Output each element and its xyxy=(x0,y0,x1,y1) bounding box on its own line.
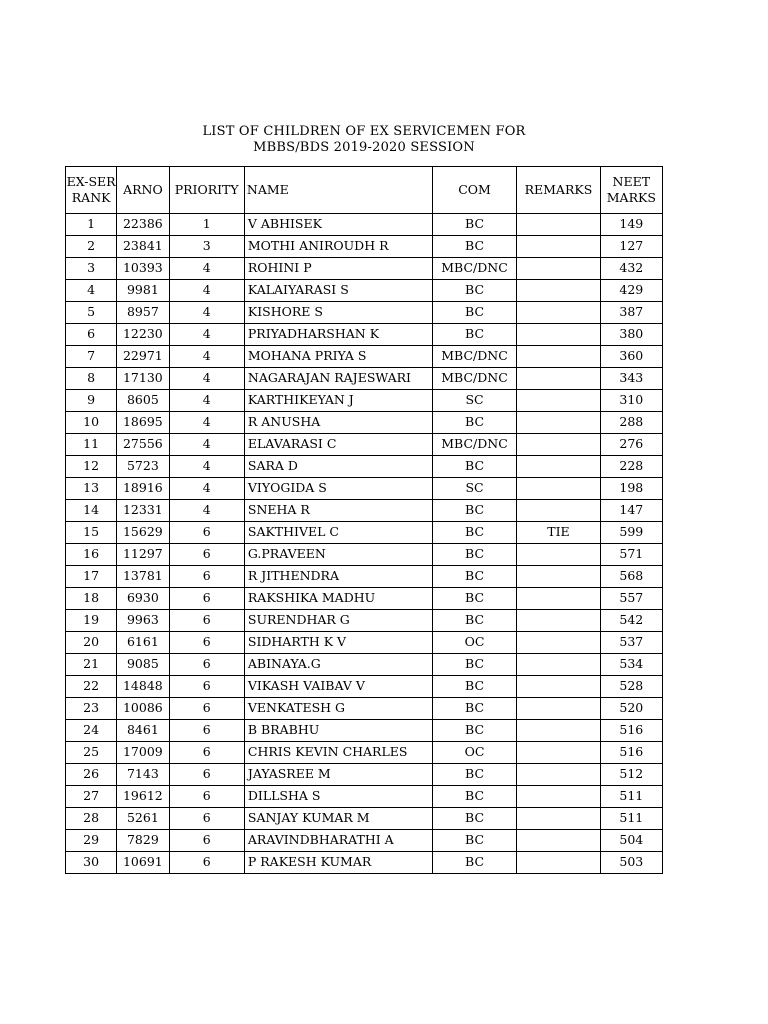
cell-rank: 10 xyxy=(66,412,117,434)
cell-com: BC xyxy=(432,720,516,742)
cell-remarks xyxy=(517,654,600,676)
cell-rank: 13 xyxy=(66,478,117,500)
cell-arno: 23841 xyxy=(117,236,169,258)
cell-neet-marks: 528 xyxy=(600,676,662,698)
cell-remarks xyxy=(517,786,600,808)
cell-com: MBC/DNC xyxy=(432,368,516,390)
cell-remarks xyxy=(517,368,600,390)
cell-com: BC xyxy=(432,764,516,786)
cell-rank: 3 xyxy=(66,258,117,280)
cell-arno: 8461 xyxy=(117,720,169,742)
cell-com: MBC/DNC xyxy=(432,434,516,456)
cell-neet-marks: 504 xyxy=(600,830,662,852)
cell-com: SC xyxy=(432,390,516,412)
cell-name: ABINAYA.G xyxy=(244,654,432,676)
cell-rank: 19 xyxy=(66,610,117,632)
cell-neet-marks: 599 xyxy=(600,522,662,544)
cell-rank: 4 xyxy=(66,280,117,302)
cell-remarks xyxy=(517,742,600,764)
cell-rank: 28 xyxy=(66,808,117,830)
table-row xyxy=(66,676,663,698)
cell-arno: 8605 xyxy=(117,390,169,412)
cell-rank: 17 xyxy=(66,566,117,588)
cell-remarks xyxy=(517,852,600,874)
cell-com: BC xyxy=(432,830,516,852)
table-row xyxy=(66,566,663,588)
cell-neet-marks: 571 xyxy=(600,544,662,566)
cell-priority: 6 xyxy=(169,852,244,874)
cell-arno: 9963 xyxy=(117,610,169,632)
cell-name: KALAIYARASI S xyxy=(244,280,432,302)
cell-neet-marks: 512 xyxy=(600,764,662,786)
cell-priority: 4 xyxy=(169,412,244,434)
table-row xyxy=(66,698,663,720)
cell-neet-marks: 516 xyxy=(600,720,662,742)
cell-arno: 9085 xyxy=(117,654,169,676)
cell-neet-marks: 147 xyxy=(600,500,662,522)
cell-priority: 4 xyxy=(169,280,244,302)
cell-name: KISHORE S xyxy=(244,302,432,324)
cell-rank: 26 xyxy=(66,764,117,786)
cell-remarks xyxy=(517,390,600,412)
cell-priority: 6 xyxy=(169,720,244,742)
table-row xyxy=(66,830,663,852)
cell-name: SNEHA R xyxy=(244,500,432,522)
cell-arno: 27556 xyxy=(117,434,169,456)
table-row xyxy=(66,654,663,676)
cell-remarks xyxy=(517,346,600,368)
cell-priority: 6 xyxy=(169,808,244,830)
cell-com: BC xyxy=(432,676,516,698)
cell-arno: 10691 xyxy=(117,852,169,874)
cell-name: P RAKESH KUMAR xyxy=(244,852,432,874)
cell-rank: 2 xyxy=(66,236,117,258)
cell-arno: 8957 xyxy=(117,302,169,324)
cell-remarks xyxy=(517,434,600,456)
cell-priority: 6 xyxy=(169,632,244,654)
cell-priority: 6 xyxy=(169,610,244,632)
cell-com: BC xyxy=(432,544,516,566)
cell-arno: 17130 xyxy=(117,368,169,390)
cell-arno: 11297 xyxy=(117,544,169,566)
cell-arno: 12230 xyxy=(117,324,169,346)
cell-rank: 16 xyxy=(66,544,117,566)
cell-arno: 22386 xyxy=(117,214,169,236)
cell-com: OC xyxy=(432,632,516,654)
cell-arno: 14848 xyxy=(117,676,169,698)
table-row xyxy=(66,632,663,654)
cell-arno: 5723 xyxy=(117,456,169,478)
cell-com: BC xyxy=(432,324,516,346)
cell-neet-marks: 198 xyxy=(600,478,662,500)
cell-priority: 6 xyxy=(169,786,244,808)
cell-name: VENKATESH G xyxy=(244,698,432,720)
cell-com: OC xyxy=(432,742,516,764)
cell-name: SANJAY KUMAR M xyxy=(244,808,432,830)
table-row xyxy=(66,390,663,412)
cell-com: BC xyxy=(432,588,516,610)
cell-name: NAGARAJAN RAJESWARI xyxy=(244,368,432,390)
cell-arno: 18916 xyxy=(117,478,169,500)
cell-rank: 15 xyxy=(66,522,117,544)
cell-arno: 13781 xyxy=(117,566,169,588)
cell-neet-marks: 429 xyxy=(600,280,662,302)
cell-neet-marks: 520 xyxy=(600,698,662,720)
cell-priority: 6 xyxy=(169,764,244,786)
cell-name: R ANUSHA xyxy=(244,412,432,434)
cell-com: BC xyxy=(432,500,516,522)
cell-com: MBC/DNC xyxy=(432,346,516,368)
cell-name: B BRABHU xyxy=(244,720,432,742)
cell-arno: 12331 xyxy=(117,500,169,522)
cell-priority: 4 xyxy=(169,390,244,412)
cell-name: ARAVINDBHARATHI A xyxy=(244,830,432,852)
cell-neet-marks: 557 xyxy=(600,588,662,610)
cell-com: SC xyxy=(432,478,516,500)
cell-arno: 10086 xyxy=(117,698,169,720)
table-row xyxy=(66,434,663,456)
cell-priority: 4 xyxy=(169,368,244,390)
cell-name: MOTHI ANIROUDH R xyxy=(244,236,432,258)
cell-remarks xyxy=(517,412,600,434)
table-row xyxy=(66,742,663,764)
cell-name: RAKSHIKA MADHU xyxy=(244,588,432,610)
table-row xyxy=(66,302,663,324)
cell-name: V ABHISEK xyxy=(244,214,432,236)
cell-rank: 22 xyxy=(66,676,117,698)
cell-neet-marks: 276 xyxy=(600,434,662,456)
cell-rank: 24 xyxy=(66,720,117,742)
cell-neet-marks: 537 xyxy=(600,632,662,654)
cell-priority: 4 xyxy=(169,258,244,280)
cell-arno: 22971 xyxy=(117,346,169,368)
document-title-line-1: LIST OF CHILDREN OF EX SERVICEMEN FOR xyxy=(202,124,526,139)
cell-name: JAYASREE M xyxy=(244,764,432,786)
table-row xyxy=(66,412,663,434)
cell-remarks xyxy=(517,324,600,346)
cell-name: SIDHARTH K V xyxy=(244,632,432,654)
cell-com: BC xyxy=(432,852,516,874)
cell-name: SURENDHAR G xyxy=(244,610,432,632)
cell-priority: 6 xyxy=(169,522,244,544)
cell-rank: 6 xyxy=(66,324,117,346)
cell-neet-marks: 503 xyxy=(600,852,662,874)
table-row xyxy=(66,280,663,302)
cell-remarks xyxy=(517,456,600,478)
cell-remarks xyxy=(517,214,600,236)
cell-remarks xyxy=(517,808,600,830)
cell-name: ROHINI P xyxy=(244,258,432,280)
cell-com: BC xyxy=(432,698,516,720)
cell-rank: 5 xyxy=(66,302,117,324)
cell-com: BC xyxy=(432,302,516,324)
cell-arno: 5261 xyxy=(117,808,169,830)
cell-com: BC xyxy=(432,456,516,478)
cell-name: SAKTHIVEL C xyxy=(244,522,432,544)
cell-priority: 4 xyxy=(169,500,244,522)
cell-priority: 6 xyxy=(169,654,244,676)
cell-arno: 6161 xyxy=(117,632,169,654)
cell-rank: 25 xyxy=(66,742,117,764)
cell-neet-marks: 432 xyxy=(600,258,662,280)
cell-arno: 19612 xyxy=(117,786,169,808)
cell-com: BC xyxy=(432,214,516,236)
cell-neet-marks: 534 xyxy=(600,654,662,676)
cell-priority: 6 xyxy=(169,566,244,588)
cell-rank: 23 xyxy=(66,698,117,720)
cell-priority: 6 xyxy=(169,742,244,764)
cell-priority: 1 xyxy=(169,214,244,236)
cell-arno: 10393 xyxy=(117,258,169,280)
document-title-line-2: MBBS/BDS 2019-2020 SESSION xyxy=(253,140,475,155)
cell-com: BC xyxy=(432,654,516,676)
cell-rank: 12 xyxy=(66,456,117,478)
cell-rank: 14 xyxy=(66,500,117,522)
table-row xyxy=(66,456,663,478)
table-row xyxy=(66,236,663,258)
cell-neet-marks: 380 xyxy=(600,324,662,346)
cell-neet-marks: 387 xyxy=(600,302,662,324)
cell-com: BC xyxy=(432,566,516,588)
cell-com: BC xyxy=(432,236,516,258)
cell-remarks xyxy=(517,566,600,588)
table-row xyxy=(66,500,663,522)
cell-neet-marks: 516 xyxy=(600,742,662,764)
cell-neet-marks: 511 xyxy=(600,786,662,808)
table-row xyxy=(66,720,663,742)
cell-priority: 4 xyxy=(169,302,244,324)
cell-rank: 9 xyxy=(66,390,117,412)
cell-remarks xyxy=(517,302,600,324)
cell-remarks xyxy=(517,500,600,522)
cell-com: BC xyxy=(432,412,516,434)
table-row xyxy=(66,258,663,280)
table-row xyxy=(66,786,663,808)
cell-remarks xyxy=(517,478,600,500)
cell-rank: 30 xyxy=(66,852,117,874)
table-row xyxy=(66,764,663,786)
cell-remarks xyxy=(517,632,600,654)
cell-name: R JITHENDRA xyxy=(244,566,432,588)
cell-arno: 7829 xyxy=(117,830,169,852)
col-header-name: NAME xyxy=(244,167,432,214)
col-header-priority: PRIORITY xyxy=(169,167,244,214)
ex-servicemen-children-table xyxy=(65,166,663,874)
cell-neet-marks: 127 xyxy=(600,236,662,258)
table-row xyxy=(66,324,663,346)
table-row xyxy=(66,214,663,236)
cell-remarks xyxy=(517,720,600,742)
cell-com: BC xyxy=(432,610,516,632)
table-header-row xyxy=(66,167,663,214)
cell-name: DILLSHA S xyxy=(244,786,432,808)
cell-remarks: TIE xyxy=(517,522,600,544)
table-row xyxy=(66,368,663,390)
cell-arno: 17009 xyxy=(117,742,169,764)
cell-arno: 9981 xyxy=(117,280,169,302)
col-header-remarks: REMARKS xyxy=(517,167,600,214)
cell-arno: 18695 xyxy=(117,412,169,434)
cell-priority: 6 xyxy=(169,588,244,610)
cell-priority: 6 xyxy=(169,676,244,698)
col-header-arno: ARNO xyxy=(117,167,169,214)
table-row xyxy=(66,588,663,610)
table-row xyxy=(66,808,663,830)
table-row xyxy=(66,610,663,632)
cell-name: G.PRAVEEN xyxy=(244,544,432,566)
cell-name: ELAVARASI C xyxy=(244,434,432,456)
cell-neet-marks: 343 xyxy=(600,368,662,390)
cell-remarks xyxy=(517,236,600,258)
col-header-com: COM xyxy=(432,167,516,214)
table-row xyxy=(66,346,663,368)
cell-rank: 7 xyxy=(66,346,117,368)
cell-name: PRIYADHARSHAN K xyxy=(244,324,432,346)
cell-com: BC xyxy=(432,808,516,830)
cell-name: SARA D xyxy=(244,456,432,478)
cell-priority: 4 xyxy=(169,346,244,368)
cell-remarks xyxy=(517,544,600,566)
cell-name: VIKASH VAIBAV V xyxy=(244,676,432,698)
cell-rank: 20 xyxy=(66,632,117,654)
cell-priority: 4 xyxy=(169,456,244,478)
cell-rank: 21 xyxy=(66,654,117,676)
cell-priority: 6 xyxy=(169,698,244,720)
cell-com: BC xyxy=(432,522,516,544)
cell-remarks xyxy=(517,610,600,632)
cell-neet-marks: 568 xyxy=(600,566,662,588)
cell-rank: 11 xyxy=(66,434,117,456)
cell-remarks xyxy=(517,764,600,786)
cell-priority: 4 xyxy=(169,434,244,456)
cell-com: BC xyxy=(432,280,516,302)
cell-com: BC xyxy=(432,786,516,808)
col-header-neet-marks: NEET MARKS xyxy=(600,167,662,214)
cell-name: MOHANA PRIYA S xyxy=(244,346,432,368)
cell-rank: 27 xyxy=(66,786,117,808)
cell-remarks xyxy=(517,698,600,720)
cell-rank: 29 xyxy=(66,830,117,852)
table-row xyxy=(66,544,663,566)
cell-priority: 6 xyxy=(169,544,244,566)
cell-neet-marks: 360 xyxy=(600,346,662,368)
cell-arno: 6930 xyxy=(117,588,169,610)
cell-neet-marks: 228 xyxy=(600,456,662,478)
cell-remarks xyxy=(517,830,600,852)
table-row xyxy=(66,852,663,874)
cell-neet-marks: 149 xyxy=(600,214,662,236)
cell-rank: 18 xyxy=(66,588,117,610)
cell-priority: 6 xyxy=(169,830,244,852)
cell-remarks xyxy=(517,258,600,280)
cell-priority: 4 xyxy=(169,324,244,346)
col-header-rank: EX-SER RANK xyxy=(66,167,117,214)
cell-neet-marks: 288 xyxy=(600,412,662,434)
cell-com: MBC/DNC xyxy=(432,258,516,280)
cell-arno: 7143 xyxy=(117,764,169,786)
cell-rank: 8 xyxy=(66,368,117,390)
cell-neet-marks: 511 xyxy=(600,808,662,830)
cell-name: VIYOGIDA S xyxy=(244,478,432,500)
table-body xyxy=(66,214,663,874)
table-row xyxy=(66,522,663,544)
cell-name: CHRIS KEVIN CHARLES xyxy=(244,742,432,764)
table-row xyxy=(66,478,663,500)
cell-remarks xyxy=(517,280,600,302)
cell-rank: 1 xyxy=(66,214,117,236)
cell-priority: 3 xyxy=(169,236,244,258)
cell-name: KARTHIKEYAN J xyxy=(244,390,432,412)
cell-neet-marks: 310 xyxy=(600,390,662,412)
cell-remarks xyxy=(517,588,600,610)
cell-arno: 15629 xyxy=(117,522,169,544)
cell-remarks xyxy=(517,676,600,698)
cell-neet-marks: 542 xyxy=(600,610,662,632)
cell-priority: 4 xyxy=(169,478,244,500)
